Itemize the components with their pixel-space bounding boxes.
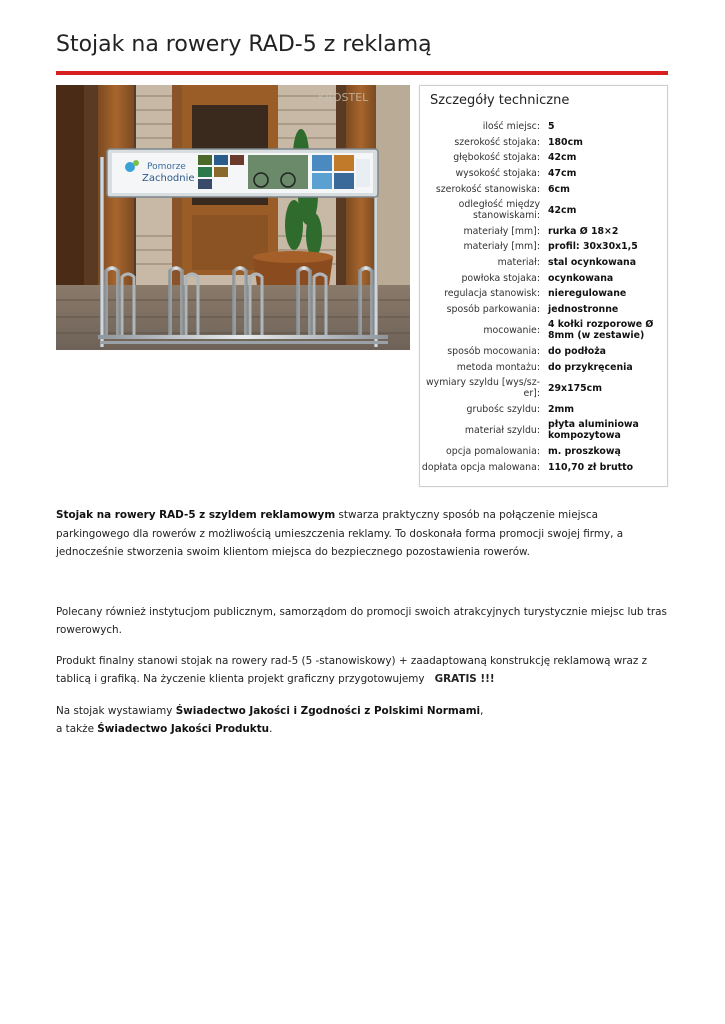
spec-label: wymiary szyldu [wys/sz-er]:: [425, 377, 540, 400]
spec-value: ocynkowana: [548, 272, 614, 284]
spec-value: jednostronne: [548, 303, 619, 315]
spec-row: [420, 119, 667, 135]
spec-value: 5: [548, 121, 555, 133]
spec-label: materiały [mm]:: [463, 241, 540, 253]
gratis-label: GRATIS !!!: [434, 673, 495, 685]
spec-value: 110,70 zł brutto: [548, 461, 634, 473]
spec-row: [420, 302, 667, 318]
spec-value: 42cm: [548, 204, 577, 216]
product-description: [56, 506, 672, 739]
spec-label: metoda montażu:: [456, 361, 540, 373]
product-name-bold: Stojak na rowery RAD-5 z szyldem reklamowym: [56, 509, 336, 521]
spec-label: materiał szyldu:: [464, 424, 540, 436]
spec-row: [420, 286, 667, 302]
certificate-2: Świadectwo Jakości Produktu: [97, 723, 270, 735]
spec-value: do przykręcenia: [548, 361, 633, 373]
technical-details-panel: [419, 85, 668, 487]
product-photo: [56, 85, 410, 350]
page-title: Stojak na rowery RAD-5 z reklamą: [56, 32, 432, 57]
spec-row: [420, 255, 667, 271]
spec-value: do podłoża: [548, 346, 606, 358]
spec-row: [420, 270, 667, 286]
spec-label: materiały [mm]:: [463, 225, 540, 237]
spec-row: [420, 402, 667, 418]
spec-value: stal ocynkowana: [548, 257, 637, 269]
title-underline: [56, 71, 668, 75]
spec-row: [420, 317, 667, 344]
spec-value: 42cm: [548, 152, 577, 164]
sign-line1: Pomorze: [147, 162, 186, 172]
spec-label: regulacja stanowisk:: [444, 288, 540, 300]
spec-value: 47cm: [548, 168, 577, 180]
certificate-1: Świadectwo Jakości i Zgodności z Polskimi Normami: [175, 704, 481, 717]
spec-row: [420, 344, 667, 360]
spec-label: sposób mocowania:: [447, 346, 540, 358]
spec-value: płyta aluminiowa kompozytowa: [548, 419, 639, 442]
spec-label: dopłata opcja malowana:: [421, 461, 540, 473]
spec-value: 2mm: [548, 403, 575, 415]
spec-value: m. proszkową: [548, 445, 621, 457]
spec-value: profil: 30x30x1,5: [548, 241, 638, 253]
description-paragraph-2: Polecany również instytucjom publicznym, samorządom do promocji swoich atrakcyjnych turystycznie miejsc lub tras rowerowych.: [56, 605, 667, 636]
spec-row: [420, 181, 667, 197]
spec-value: rurka Ø 18×2: [548, 225, 619, 237]
spec-label: powłoka stojaka:: [461, 272, 540, 284]
sign-line2: Zachodnie: [142, 173, 195, 184]
spec-value: 29x175cm: [548, 382, 602, 394]
description-paragraph-3: Produkt finalny stanowi stojak na rowery rad-5 (5 -stanowiskowy) + zaadaptowaną konstrukcję reklamową wraz z tablicą i grafiką. Na życzenie klienta projekt graficzny przygotowujemy GRATIS !!!: [56, 654, 648, 685]
spec-row: [420, 359, 667, 375]
spec-row: [420, 150, 667, 166]
spec-label: grubośc szyldu:: [466, 403, 540, 415]
spec-label: wysokość stojaka:: [455, 168, 540, 180]
spec-value: 180cm: [548, 136, 583, 148]
spec-row: [420, 239, 667, 255]
photo-watermark: KROSTEL: [318, 91, 369, 104]
spec-value: 4 kołki rozporowe Ø 8mm (w zestawie): [548, 319, 654, 342]
spec-value: nieregulowane: [548, 288, 627, 300]
spec-label: szerokość stojaka:: [454, 136, 540, 148]
spec-label: odległość między stanowiskami:: [458, 199, 540, 222]
description-paragraph-4: Na stojak wystawiamy Świadectwo Jakości i Zgodności z Polskimi Normami, a także Świadectwo Jakości Produktu.: [56, 704, 484, 735]
technical-details-heading: Szczegóły techniczne: [430, 93, 570, 108]
spec-row: [420, 459, 667, 475]
spec-row: [420, 135, 667, 151]
spec-row: [420, 197, 667, 224]
spec-value: 6cm: [548, 183, 570, 195]
spec-label: szerokość stanowiska:: [435, 183, 540, 195]
spec-label: opcja pomalowania:: [446, 445, 540, 457]
spec-row: [420, 444, 667, 460]
spec-label: materiał:: [497, 257, 540, 269]
specs-table: [420, 119, 667, 475]
spec-row: [420, 375, 667, 402]
description-paragraph-1: Stojak na rowery RAD-5 z szyldem reklamowym stwarza praktyczny sposób na połączenie miejsca parkingowego dla rowerów z możliwością umieszczenia reklamy. To doskonała forma promocji swojej firmy, a jednocześnie stworzenia swoim klientom miejsca do bezpiecznego pozostawienia rowerów.: [56, 509, 624, 558]
spec-row: [420, 224, 667, 240]
spec-label: głębokość stojaka:: [453, 152, 540, 164]
spec-label: ilość miejsc:: [482, 121, 540, 133]
spec-row: [420, 417, 667, 444]
spec-label: mocowanie:: [483, 324, 540, 336]
spec-row: [420, 166, 667, 182]
spec-label: sposób parkowania:: [446, 303, 540, 315]
